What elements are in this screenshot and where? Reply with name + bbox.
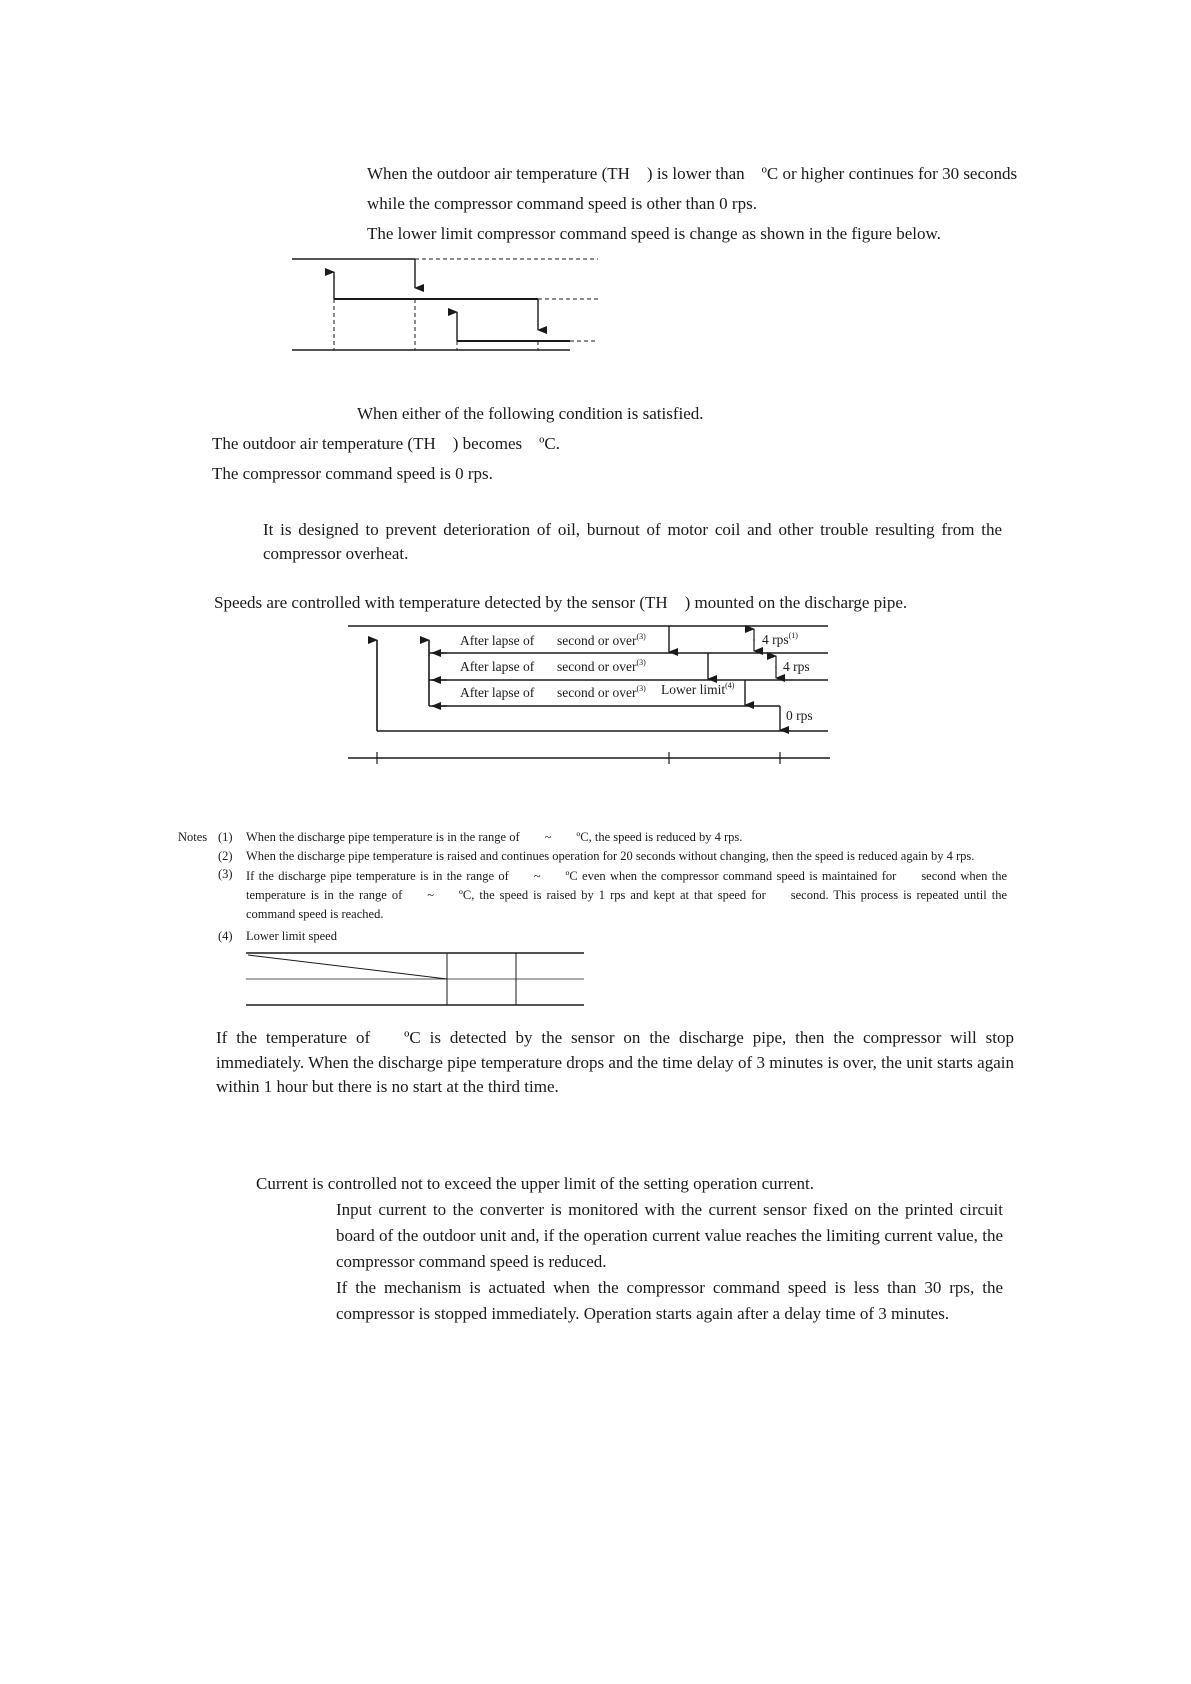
discharge-sensor-text: Speeds are controlled with temperature detected by the sensor (TH ) mounted on the discharge pipe. <box>214 593 908 612</box>
note1-num: (1) <box>218 830 233 844</box>
note1-text: When the discharge pipe temperature is in the range of ~ ºC, the speed is reduced by 4 rps. <box>246 830 743 844</box>
lower-limit-change-text: The lower limit compressor command speed is change as shown in the figure below. <box>367 224 941 243</box>
stop-temperature-text: If the temperature of ºC is detected by the sensor on the discharge pipe, then the compressor will stop immediately. When the discharge pipe temperature drops and the time delay of 3 minutes is over, the unit starts again within 1 hour but there is no start at the third time. <box>216 1028 1014 1096</box>
note2-num: (2) <box>218 849 233 863</box>
current-control-intro: Current is controlled not to exceed the upper limit of the setting operation current. <box>256 1174 815 1193</box>
row3-second-label: second or over$^{(3)}$ <box>557 684 646 700</box>
release-condition-2: The compressor command speed is 0 rps. <box>212 464 493 483</box>
row2-lapse-label: After lapse of <box>460 659 535 674</box>
note4-num: (4) <box>218 929 233 943</box>
row3-lapse-label: After lapse of <box>460 685 535 700</box>
outdoor-temp-condition-line1: When the outdoor air temperature (TH ) is lower than ºC or higher continues for 30 seconds <box>367 164 1018 183</box>
low-speed-stop-text: If the mechanism is actuated when the compressor command speed is less than 30 rps, the compressor is stopped immediately. Operation starts again after a delay time of 3 minutes. <box>336 1278 1003 1323</box>
note2-text: When the discharge pipe temperature is raised and continues operation for 20 seconds without changing, then the speed is reduced again by 4 rps. <box>246 849 975 863</box>
row1-lapse-label: After lapse of <box>460 633 535 648</box>
note3-text: If the discharge pipe temperature is in the range of ~ ºC even when the compressor command speed is maintained for second when the temperature is in the range of ~ ºC, the speed is raised by 1 rps and kept at that speed for second. This process is repeated until the command speed is reached. <box>246 869 1007 921</box>
notes-label: Notes <box>178 830 208 844</box>
overheat-purpose-text: It is designed to prevent deterioration of oil, burnout of motor coil and other trouble resulting from the compressor overheat. <box>263 520 1002 563</box>
rps1-label: 4 rps$^{(1)}$ <box>762 631 798 647</box>
row1-second-label: second or over$^{(3)}$ <box>557 632 646 648</box>
current-monitor-text: Input current to the converter is monitored with the current sensor fixed on the printed circuit board of the outdoor unit and, if the operation current value reaches the limiting current value, the compressor command speed is reduced. <box>336 1200 1003 1271</box>
outdoor-temp-condition-line2: while the compressor command speed is other than 0 rps. <box>367 194 757 213</box>
lower-limit-label: Lower limit$^{(4)}$ <box>661 681 735 697</box>
note3-num: (3) <box>218 867 233 881</box>
row2-second-label: second or over$^{(3)}$ <box>557 658 646 674</box>
release-condition-intro: When either of the following condition is satisfied. <box>357 404 704 423</box>
rps3-label: 0 rps <box>786 708 813 723</box>
rps2-label: 4 rps <box>783 659 810 674</box>
release-condition-1: The outdoor air temperature (TH ) becomes ºC. <box>212 434 560 453</box>
note4-text: Lower limit speed <box>246 929 337 943</box>
